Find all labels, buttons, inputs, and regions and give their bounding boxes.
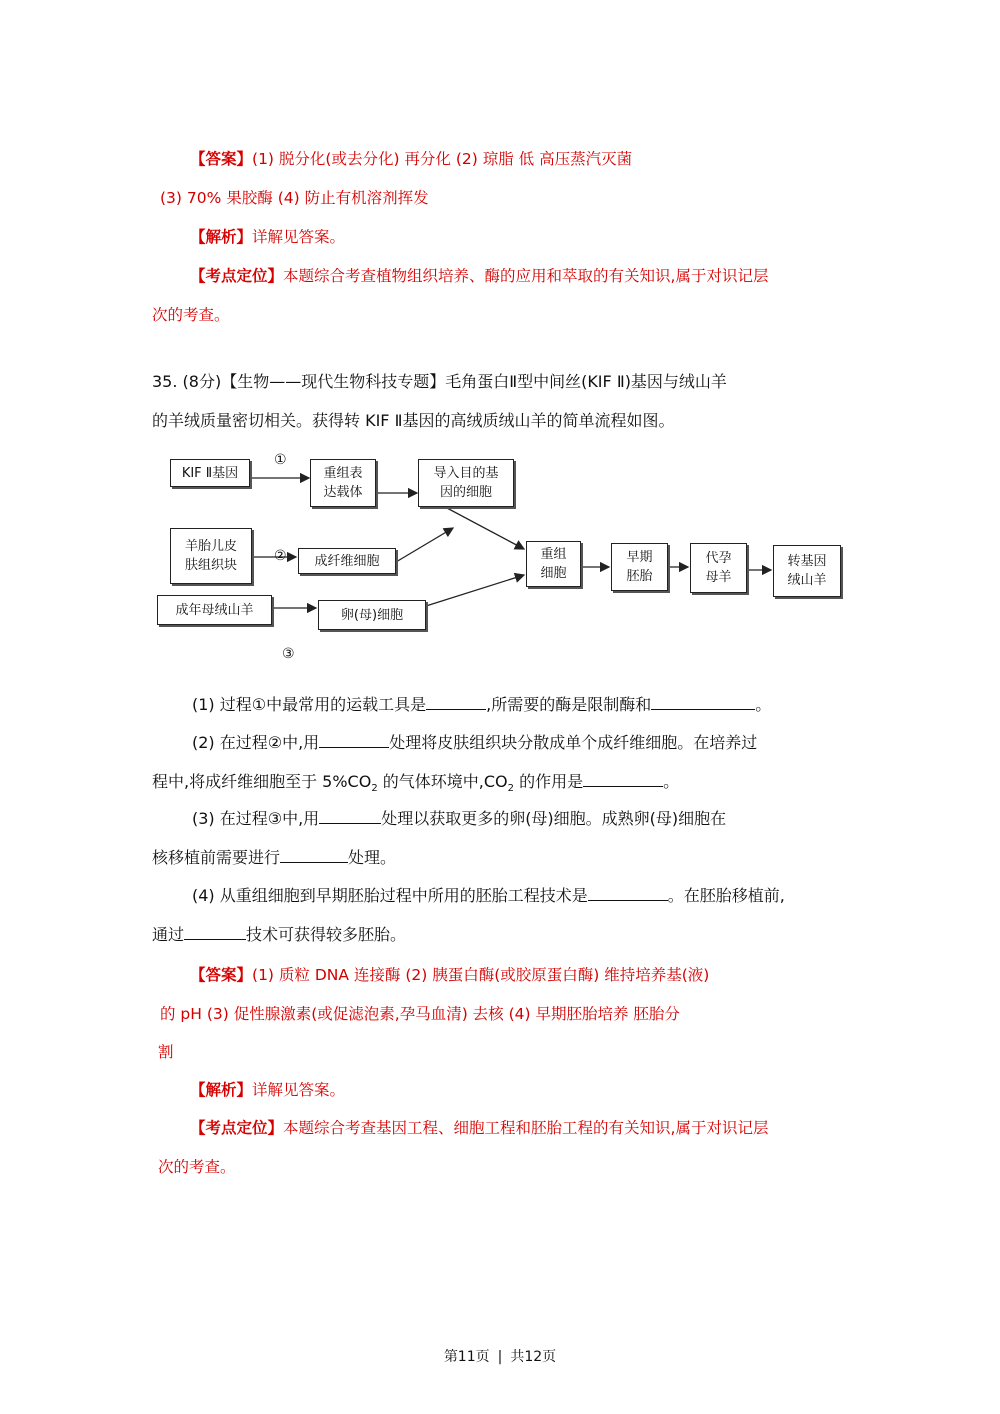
answer-blank xyxy=(426,695,486,710)
answer-label: 【答案】 xyxy=(190,966,253,984)
box-fetal-skin xyxy=(170,528,252,584)
analysis-label: 【解析】 xyxy=(190,1081,253,1099)
q35-sub1 xyxy=(192,694,771,716)
question-text: ,所需要的酶是限制酶和 xyxy=(486,695,652,714)
q35-sub2-line2 xyxy=(152,771,679,800)
box-text: 细胞 xyxy=(540,566,567,581)
box-text: 重组表 xyxy=(323,466,363,481)
answer-blank xyxy=(588,886,668,901)
box-text: 导入目的基 xyxy=(433,466,499,481)
box-egg-cell: 卵(母)细胞 xyxy=(318,600,426,630)
box-kif-gene: KIF Ⅱ基因 xyxy=(170,459,250,487)
box-text: 达载体 xyxy=(323,485,363,500)
page-total: 共12页 xyxy=(510,1349,557,1365)
subscript: 2 xyxy=(371,783,378,795)
step-1-label: ① xyxy=(274,452,287,468)
page-number: 第11页 xyxy=(443,1349,490,1365)
analysis-text: 详解见答案。 xyxy=(252,228,346,246)
q35-stem-line2: 的羊绒质量密切相关。获得转 KIF Ⅱ基因的高绒质绒山羊的简单流程如图。 xyxy=(152,411,675,430)
question-text: (1) 过程①中最常用的运载工具是 xyxy=(192,695,427,714)
step-3-label: ③ xyxy=(282,646,295,662)
question-text: 技术可获得较多胚胎。 xyxy=(246,925,407,944)
question-text: 处理。 xyxy=(348,848,397,867)
q35-kaodian-line1 xyxy=(190,1117,768,1139)
box-surrogate xyxy=(690,543,747,593)
box-fibroblast: 成纤维细胞 xyxy=(298,548,396,574)
analysis-text: 详解见答案。 xyxy=(252,1081,346,1099)
answer-blank xyxy=(583,772,663,787)
kaodian-text: 本题综合考查植物组织培养、酶的应用和萃取的有关知识,属于对识记层 xyxy=(283,267,769,285)
page-footer xyxy=(0,1346,1000,1366)
question-text: 。 xyxy=(755,695,772,714)
question-text: 处理将皮肤组织块分散成单个成纤维细胞。在培养过 xyxy=(389,733,758,752)
question-text: 核移植前需要进行 xyxy=(152,848,281,867)
answer-label: 【答案】 xyxy=(190,150,253,168)
q35-analysis xyxy=(190,1079,345,1101)
box-text: 转基因 xyxy=(787,554,827,569)
question-text: (4) 从重组细胞到早期胚胎过程中所用的胚胎工程技术是 xyxy=(192,886,588,905)
kaodian-label: 【考点定位】 xyxy=(190,1119,284,1137)
q35-sub4-line2 xyxy=(152,924,406,946)
question-text: 。 xyxy=(663,772,680,791)
q35-sub2-line1 xyxy=(192,732,757,754)
question-text: 的气体环境中,CO xyxy=(377,772,508,791)
analysis-label: 【解析】 xyxy=(190,228,253,246)
kaodian-label: 【考点定位】 xyxy=(190,267,284,285)
box-text: 母羊 xyxy=(705,570,732,585)
flow-arrows xyxy=(0,0,1000,700)
box-text: 绒山羊 xyxy=(787,573,827,588)
answer-blank xyxy=(184,925,246,940)
q35-sub3-line2 xyxy=(152,847,396,869)
box-text: 因的细胞 xyxy=(439,485,492,500)
question-text: 处理以获取更多的卵(母)细胞。成熟卵(母)细胞在 xyxy=(381,809,727,828)
box-early-embryo xyxy=(611,543,668,591)
q34-kaodian-line2: 次的考查。 xyxy=(152,306,230,324)
question-text: 的作用是 xyxy=(514,772,584,791)
box-recombinant-vector xyxy=(310,459,376,507)
question-text: (3) 在过程③中,用 xyxy=(192,809,320,828)
kaodian-text: 本题综合考查基因工程、细胞工程和胚胎工程的有关知识,属于对识记层 xyxy=(283,1119,769,1137)
box-adult-goat: 成年母绒山羊 xyxy=(157,595,272,625)
q35-kaodian-line2: 次的考查。 xyxy=(158,1158,236,1176)
box-target-cell xyxy=(418,459,514,507)
q35-sub3-line1 xyxy=(192,808,726,830)
answer-text: (1) 质粒 DNA 连接酶 (2) 胰蛋白酶(或胶原蛋白酶) 维持培养基(液) xyxy=(252,966,710,984)
q35-answer-line2: 的 pH (3) 促性腺激素(或促滤泡素,孕马血清) 去核 (4) 早期胚胎培养 胚胎分 xyxy=(160,1005,680,1023)
box-text: 代孕 xyxy=(705,551,732,566)
question-text: 。在胚胎移植前, xyxy=(667,886,785,905)
box-text: 羊胎儿皮 xyxy=(184,539,237,554)
subscript: 2 xyxy=(507,783,515,795)
box-text: 肤组织块 xyxy=(184,558,237,573)
question-text: 通过 xyxy=(152,925,185,944)
box-transgenic-goat xyxy=(773,545,841,597)
question-text: (2) 在过程②中,用 xyxy=(192,733,320,752)
answer-blank xyxy=(319,733,389,748)
q35-stem-line1: 35. (8分)【生物——现代生物科技专题】毛角蛋白Ⅱ型中间丝(KIF Ⅱ)基因与绒山羊 xyxy=(152,372,727,391)
q35-answer-line1 xyxy=(190,964,709,986)
box-text: 胚胎 xyxy=(626,569,653,584)
answer-blank xyxy=(319,809,381,824)
answer-blank xyxy=(280,848,348,863)
q35-answer-line3: 割 xyxy=(158,1043,174,1061)
q34-answer-line2: (3) 70% 果胶酶 (4) 防止有机溶剂挥发 xyxy=(160,189,429,207)
footer-separator: | xyxy=(497,1349,503,1365)
step-2-label: ② xyxy=(274,548,287,564)
box-recombinant-cell xyxy=(526,541,581,587)
box-text: 早期 xyxy=(626,550,653,565)
answer-blank xyxy=(651,695,755,710)
q35-sub4-line1 xyxy=(192,885,785,907)
box-text: 重组 xyxy=(540,547,567,562)
answer-text: (1) 脱分化(或去分化) 再分化 (2) 琼脂 低 高压蒸汽灭菌 xyxy=(252,150,633,168)
question-text: 程中,将成纤维细胞至于 5%CO xyxy=(152,772,372,791)
